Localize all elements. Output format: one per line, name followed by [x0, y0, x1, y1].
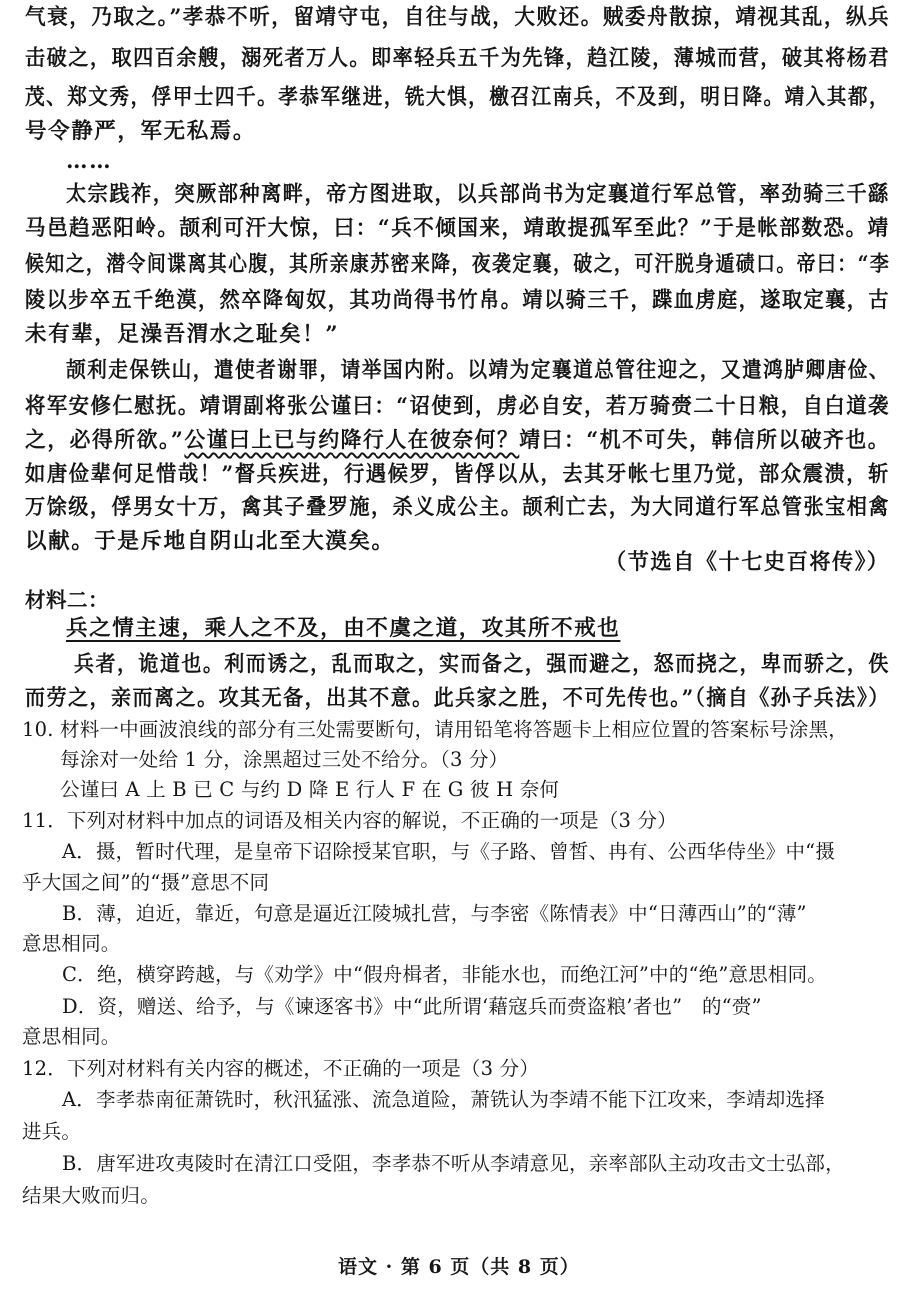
- question-11-option-b-2: 意思相同。: [22, 932, 121, 955]
- passage-line-16: 以献。于是斥地自阴山北至大漠矣。: [25, 529, 395, 554]
- passage-line-8: 候知之，潜令间谍离其心腹，其所亲康苏密来降，夜袭定襄，破之，可汗脱身遁碛口。帝曰：“李: [25, 252, 891, 277]
- material2-line-2: 而劳之，亲而离之。攻其无备，出其不意。此兵家之胜，不可先传也。”（摘自《孙子兵法》）: [25, 686, 890, 711]
- question-11-option-d-2: 意思相同。: [22, 1025, 121, 1048]
- wavy-underlined-phrase: 公谨曰上已与约降行人在彼奈何？: [184, 428, 520, 453]
- passage-line-2: 击破之，取四百余艘，溺死者万人。即率轻兵五千为先锋，趋江陵，薄城而营，破其将杨君: [25, 46, 890, 71]
- material2-title-text: 兵之情主速，乘人之不及，由不虞之道，攻其所不戒也: [66, 616, 621, 641]
- passage-ellipsis: ……: [66, 149, 113, 174]
- passage-line-13: [25, 426, 890, 456]
- passage-line-13-start: 之，必得所欲。”: [25, 428, 185, 453]
- material2-line-1: 兵者，诡道也。利而诱之，乱而取之，实而备之，强而避之，怒而挠之，卑而骄之，佚: [74, 652, 890, 677]
- question-12-option-a-2: 进兵。: [22, 1120, 82, 1143]
- passage-line-9: 陵以步卒五千绝漠，然卒降匈奴，其功尚得书竹帛。靖以骑三千，蹀血虏庭，遂取定襄，古: [25, 288, 890, 313]
- passage-line-11: 颉利走保铁山，遣使者谢罪，请举国内附。以靖为定襄道总管往迎之，又遣鸿胪卿唐俭、: [66, 358, 890, 383]
- question-11-option-d-1: D．资，赠送、给予，与《谏逐客书》中“此所谓‘藉寇兵而赍盗粮’者也” 的“赍”: [62, 995, 762, 1018]
- passage-line-13-end: 靖曰：“机不可失，韩信所以破齐也。: [519, 428, 891, 453]
- question-11-option-b-1: B．薄，迫近，靠近，句意是逼近江陵城扎营，与李密《陈情表》中“日薄西山”的“薄”: [62, 902, 807, 925]
- page-footer: 语文 · 第 6 页（共 8 页）: [338, 1256, 580, 1278]
- passage-source: （节选自《十七史百将传》）: [605, 550, 890, 575]
- question-11-option-c: C．绝，横穿跨越，与《劝学》中“假舟楫者，非能水也，而绝江河”中的“绝”意思相同。: [62, 963, 827, 986]
- material2-heading: 材料二：: [25, 588, 109, 612]
- passage-line-1: 气衰，乃取之。”孝恭不听，留靖守屯，自往与战，大败还。贼委舟散掠，靖视其乱，纵兵: [25, 5, 891, 30]
- passage-line-14: 如唐俭辈何足惜哉！”督兵疾进，行遇候罗，皆俘以从，去其牙帐七里乃觉，部众震溃，斩: [25, 462, 890, 487]
- question-10-line-1: 10. 材料一中画波浪线的部分有三处需要断句，请用铅笔将答题卡上相应位置的答案标号涂黑，: [22, 718, 849, 741]
- question-10-line-2: 每涂对一处给 1 分，涂黑超过三处不给分。（3 分）: [60, 748, 509, 771]
- passage-line-4: 号令静严，军无私焉。: [25, 119, 257, 144]
- question-12-option-b-1: B．唐军进攻夷陵时在清江口受阻，李孝恭不听从李靖意见，亲率部队主动攻击文士弘部，: [62, 1152, 845, 1175]
- material2-title: [66, 614, 620, 644]
- passage-line-3: 茂、郑文秀，俘甲士四千。孝恭军继进，铣大惧，檄召江南兵，不及到，明日降。靖入其都，: [25, 85, 891, 110]
- question-11-option-a-2: 乎大国之间”的“摄”意思不同: [22, 871, 270, 894]
- question-12: 12．下列对材料有关内容的概述，不正确的一项是（3 分）: [22, 1057, 540, 1080]
- question-11-option-a-1: A．摄，暂时代理，是皇帝下诏除授某官职，与《子路、曾皙、冉有、公西华侍坐》中“摄: [62, 840, 836, 863]
- question-10-segmentation: 公谨曰 A 上 B 已 C 与约 D 降 E 行人 F 在 G 彼 H 奈何: [60, 778, 560, 801]
- passage-line-15: 万馀级，俘男女十万，禽其子叠罗施，杀义成公主。颉利亡去，为大同道行军总管张宝相禽: [25, 495, 890, 520]
- question-12-option-a-1: A．李孝恭南征萧铣时，秋汛猛涨、流急道险，萧铣认为李靖不能下江攻来，李靖却选择: [62, 1088, 825, 1111]
- passage-line-6: 太宗践祚，突厥部种离畔，帝方图进取，以兵部尚书为定襄道行军总管，率劲骑三千繇: [66, 182, 890, 207]
- passage-line-7: 马邑趋恶阳岭。颉利可汗大惊，曰：“兵不倾国来，靖敢提孤军至此？”于是帐部数恐。靖: [25, 216, 890, 241]
- question-12-option-b-2: 结果大败而归。: [22, 1184, 160, 1207]
- question-11: 11．下列对材料中加点的词语及相关内容的解说，不正确的一项是（3 分）: [22, 809, 677, 832]
- passage-line-10: 未有辈，足澡吾渭水之耻矣！”: [25, 322, 340, 347]
- passage-line-12: 将军安修仁慰抚。靖谓副将张公谨曰：“诏使到，虏必自安，若万骑赍二十日粮，自白道袭: [25, 394, 890, 419]
